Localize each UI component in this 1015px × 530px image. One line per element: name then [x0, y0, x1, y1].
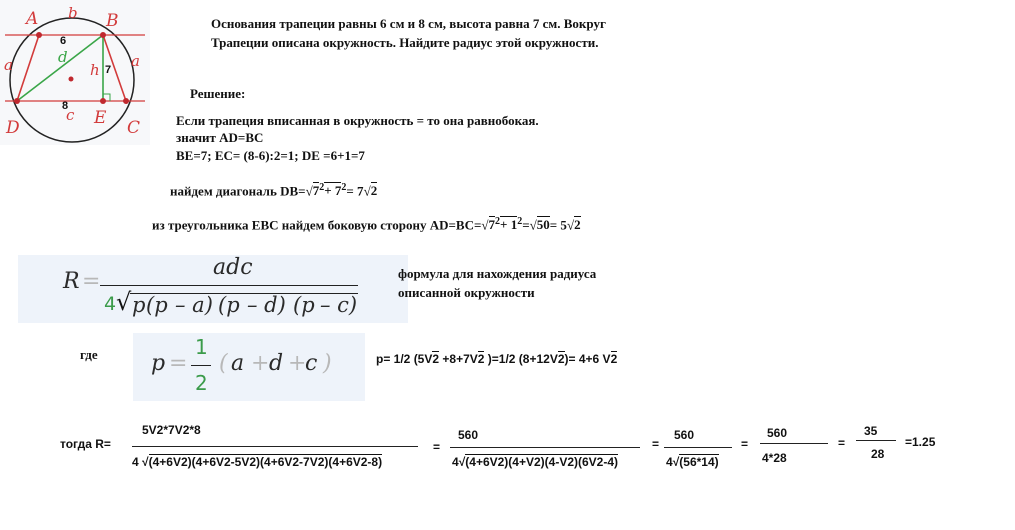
p-calc-g: )= 4+6 V [564, 352, 611, 366]
solution-line-2: значит AD=BC [176, 130, 264, 145]
label-a: A [26, 9, 39, 29]
label-side-c: c [66, 106, 75, 124]
formula-p-plus2: + [288, 351, 307, 376]
f5-den: 28 [871, 447, 885, 461]
label-d: D [6, 118, 20, 138]
f2-den-a: 4 [452, 455, 459, 469]
label-b: B [106, 11, 119, 31]
formula-r-num: adc [213, 255, 253, 280]
sqrt-sign-icon: √ [142, 455, 149, 469]
trapezoid-figure [0, 0, 150, 145]
formula-r-p2: (p [146, 293, 168, 317]
sqrt-sign-icon: √ [116, 288, 132, 316]
diagonal-rad-c: 2 [370, 183, 378, 199]
formula-r-eq: = [82, 269, 101, 294]
formula-r-minus-a: – a) [175, 293, 213, 317]
side-rad-a: 7 [488, 217, 496, 233]
formula-p-num: 1 [195, 335, 208, 359]
formula-r-p4: (p [293, 293, 315, 317]
formula-p-plus1: + [251, 351, 270, 376]
diagonal-sup-a: 2 [319, 182, 325, 193]
side-sup-a: 2 [495, 216, 501, 227]
solution-heading: Решение: [190, 86, 246, 101]
formula-caption-1: формула для нахождения радиуса [398, 266, 597, 281]
vertex-d [14, 98, 20, 104]
eq-1: = [433, 440, 441, 454]
side-rad-c: 2 [574, 217, 581, 233]
diagonal-eq: = 7 [346, 183, 364, 199]
p-calc-a: p= 1/2 (5V [376, 352, 433, 366]
f2-den-b: (4+6V2)(4+V2)(4-V2)(6V2-4) [465, 455, 619, 469]
then-r-label: тогда R= [60, 437, 111, 451]
side-eq2: = 5 [549, 217, 567, 233]
vertex-e [100, 98, 106, 104]
f4-bar [760, 443, 828, 444]
formula-r-minus-d: – d) [247, 293, 286, 317]
f5-bar [856, 440, 896, 441]
label-side-a-left: a [4, 56, 13, 74]
label-diag-d: d [58, 48, 68, 66]
formula-p-lhs: p [151, 351, 166, 376]
diagonal-rad-a: 7 [312, 183, 320, 199]
label-bottom-8: 8 [62, 100, 69, 112]
p-calc-e: )=1/2 (8+12V [484, 352, 558, 366]
sqrt-sign-icon: √ [529, 217, 537, 233]
label-e: E [94, 108, 107, 128]
formula-r-p3: (p [218, 293, 240, 317]
semiperimeter-calc [376, 352, 617, 366]
label-top-6: 6 [60, 35, 67, 47]
f3-bar [664, 447, 732, 448]
formula-p-close: ) [323, 351, 332, 376]
vertex-c [123, 98, 129, 104]
formula-p-eq: = [169, 351, 188, 376]
sqrt-sign-icon: √ [305, 183, 313, 199]
f2-num: 560 [458, 428, 479, 442]
p-calc-d: 2 [477, 352, 485, 366]
label-height-h: h [90, 61, 100, 79]
final-result: =1.25 [905, 435, 936, 449]
formula-r-lhs: R [63, 269, 80, 294]
formula-r-four: 4 [104, 293, 117, 315]
f1-den-a: 4 [132, 455, 139, 469]
formula-p-d: d [269, 351, 284, 376]
formula-p-a: a [231, 351, 245, 376]
p-calc-b: 2 [432, 352, 440, 366]
eq-3: = [741, 437, 749, 451]
formula-p-den: 2 [195, 371, 208, 395]
solution-line-1: Если трапеция вписанная в окружность = то она равнобокая. [176, 113, 539, 128]
f2-bar [450, 447, 640, 448]
label-side-b: b [68, 4, 78, 22]
formula-caption-2: описанной окружности [398, 285, 535, 300]
sqrt-sign-icon: √ [458, 455, 466, 469]
f1-bar [132, 446, 418, 447]
f2-den [452, 455, 618, 469]
semiperimeter-formula-box [133, 333, 365, 401]
formula-r-minus-c: – c) [320, 293, 358, 317]
f1-num: 5V2*7V2*8 [142, 423, 201, 437]
p-calc-c: +8+7V [439, 352, 478, 366]
vertex-b [100, 32, 106, 38]
diagonal-plus: + 7 [324, 183, 342, 199]
f3-den [666, 455, 719, 469]
formula-p-open: ( [219, 351, 228, 376]
side-eq1: = [522, 217, 530, 233]
label-height-7: 7 [105, 64, 112, 76]
eq-2: = [652, 437, 660, 451]
f1-den [132, 455, 382, 469]
problem-line-2: Трапеции описана окружность. Найдите радиус этой окружности. [211, 35, 599, 50]
side-plus: + 1 [500, 217, 518, 233]
formula-r-fraction-bar [100, 285, 358, 286]
formula-p-c: c [305, 351, 318, 376]
side-text: из треугольника EBC найдем боковую сторону AD=BC= [152, 217, 482, 233]
solution-line-3: BE=7; EC= (8-6):2=1; DE =6+1=7 [176, 148, 365, 163]
diagonal-sup-b: 2 [341, 182, 347, 193]
center-point [69, 77, 74, 82]
f3-den-b: (56*14) [679, 455, 719, 469]
radius-formula-box [18, 255, 408, 323]
sqrt-sign-icon: √ [363, 183, 371, 199]
f5-num: 35 [864, 424, 878, 438]
f1-den-b: (4+6V2)(4+6V2-5V2)(4+6V2-7V2)(4+6V2-8) [148, 455, 383, 469]
diagonal-line [170, 182, 377, 199]
label-side-a-right: a [131, 52, 140, 70]
side-rad-b: 50 [536, 217, 550, 233]
p-calc-f: 2 [557, 352, 565, 366]
sqrt-sign-icon: √ [672, 455, 680, 469]
eq-4: = [838, 436, 846, 450]
p-calc-h: 2 [610, 352, 618, 366]
problem-line-1: Основания трапеции равны 6 см и 8 см, высота равна 7 см. Вокруг [211, 16, 606, 31]
f3-num: 560 [674, 428, 695, 442]
vertex-a [36, 32, 42, 38]
diagonal-text: найдем диагональ DB= [170, 183, 306, 199]
formula-p-fraction-bar [191, 365, 211, 366]
formula-r-p1: p [132, 293, 146, 317]
side-line [152, 216, 581, 233]
where-label: где [80, 347, 98, 362]
f4-num: 560 [767, 426, 788, 440]
label-c: C [127, 118, 141, 138]
sqrt-sign-icon: √ [566, 217, 575, 233]
side-sup-b: 2 [517, 216, 523, 227]
f4-den: 4*28 [762, 451, 787, 465]
f3-den-a: 4 [666, 455, 673, 469]
sqrt-sign-icon: √ [481, 217, 489, 233]
